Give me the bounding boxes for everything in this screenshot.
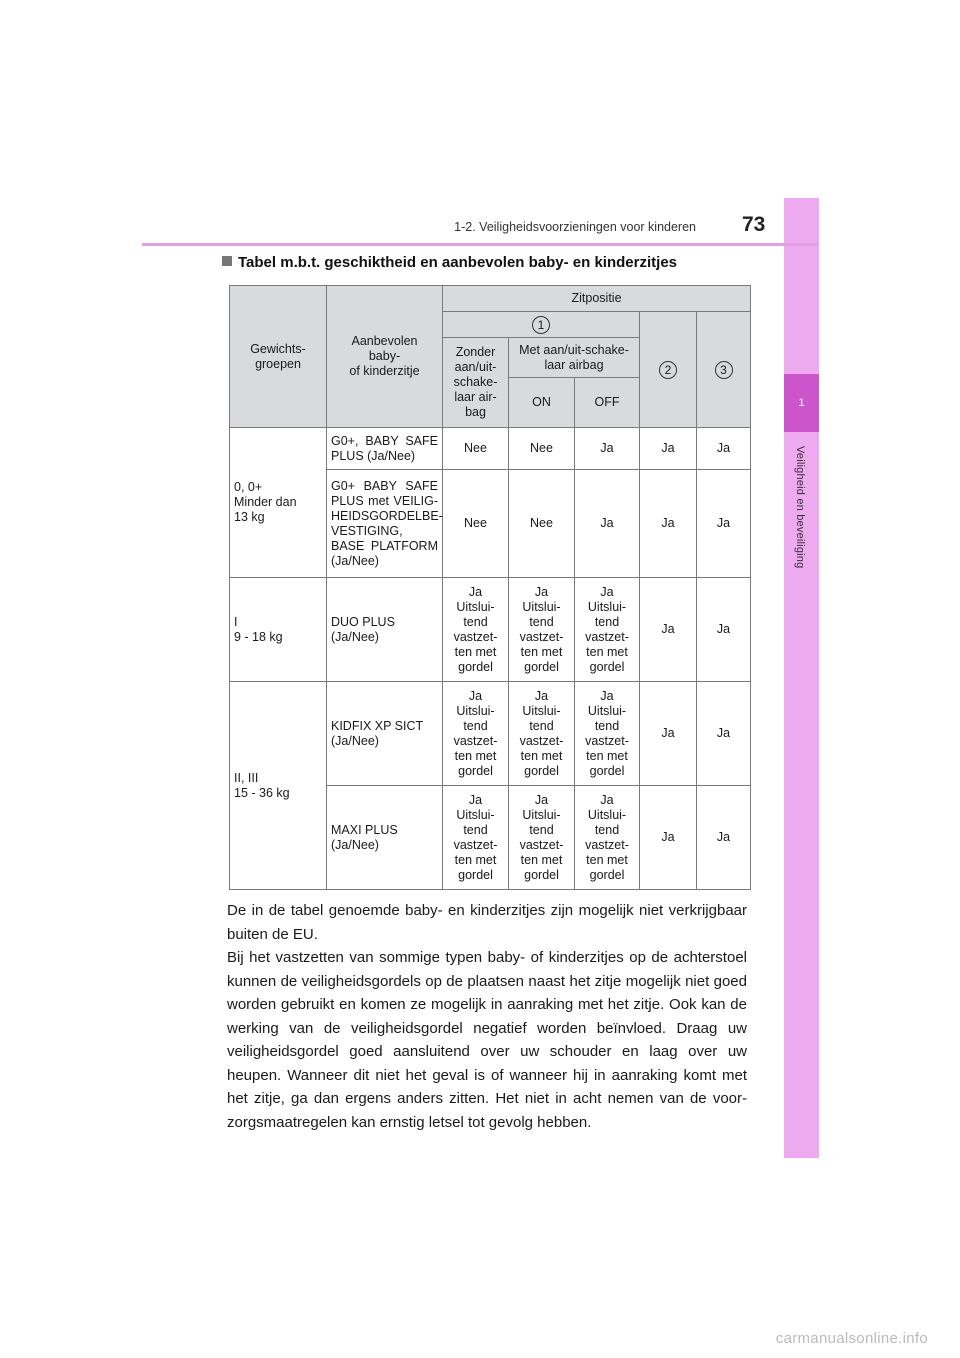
seat-name-cell: KIDFIX XP SICT (Ja/Nee) — [327, 682, 443, 786]
value-cell: Nee — [443, 470, 509, 578]
value-cell: Ja Uitslui- tend vastzet- ten met gordel — [443, 682, 509, 786]
chapter-number: 1 — [784, 374, 819, 432]
weight-group-cell: 0, 0+ Minder dan 13 kg — [230, 428, 327, 578]
value-cell: Ja — [697, 470, 751, 578]
header-position-3 — [697, 312, 751, 428]
circled-number-1-icon: 1 — [532, 316, 550, 334]
seat-name-cell: DUO PLUS (Ja/Nee) — [327, 578, 443, 682]
header-position-1 — [443, 312, 640, 338]
header-with-airbag-switch: Met aan/uit-schake- laar airbag — [509, 338, 640, 378]
value-cell: Ja Uitslui- tend vastzet- ten met gordel — [443, 578, 509, 682]
seat-name-cell: G0+ BABY SAFE PLUS met VEILIG-HEIDSGORDELBE-VESTIGING, BASE PLATFORM (Ja/Nee) — [327, 470, 443, 578]
header-seating-position: Zitpositie — [443, 286, 751, 312]
weight-group-cell: II, III 15 - 36 kg — [230, 682, 327, 890]
value-cell: Ja — [640, 786, 697, 890]
chapter-title: Veiligheid en beveiliging — [794, 446, 806, 569]
value-cell: Nee — [509, 428, 575, 470]
table-row — [230, 428, 751, 470]
value-cell: Ja — [697, 578, 751, 682]
value-cell: Ja Uitslui- tend vastzet- ten met gordel — [443, 786, 509, 890]
value-cell: Nee — [443, 428, 509, 470]
value-cell: Ja — [640, 428, 697, 470]
section-heading-text: Tabel m.b.t. geschiktheid en aanbevolen baby- en kinderzitjes — [238, 254, 677, 271]
seat-name-cell: MAXI PLUS (Ja/Nee) — [327, 786, 443, 890]
value-cell: Ja — [640, 470, 697, 578]
running-header: 1-2. Veiligheidsvoorzieningen voor kinderen — [454, 220, 696, 234]
child-seat-suitability-table — [229, 285, 751, 890]
square-bullet-icon — [222, 256, 232, 266]
header-recommended-seat: Aanbevolen baby- of kinderzitje — [327, 286, 443, 428]
value-cell: Ja Uitslui- tend vastzet- ten met gordel — [509, 578, 575, 682]
section-heading — [222, 254, 677, 271]
value-cell: Ja — [575, 428, 640, 470]
watermark: carmanualsonline.info — [775, 1330, 928, 1347]
value-cell: Ja — [640, 682, 697, 786]
header-rule — [142, 243, 819, 246]
value-cell: Ja — [640, 578, 697, 682]
weight-group-cell: I 9 - 18 kg — [230, 578, 327, 682]
value-cell: Ja Uitslui- tend vastzet- ten met gordel — [509, 682, 575, 786]
value-cell: Ja — [697, 786, 751, 890]
value-cell: Ja — [575, 470, 640, 578]
value-cell: Ja Uitslui- tend vastzet- ten met gordel — [575, 786, 640, 890]
value-cell: Ja — [697, 682, 751, 786]
value-cell: Ja — [697, 428, 751, 470]
chapter-side-tab — [784, 198, 819, 1158]
value-cell: Ja Uitslui- tend vastzet- ten met gordel — [575, 682, 640, 786]
circled-number-2-icon: 2 — [659, 361, 677, 379]
value-cell: Ja Uitslui- tend vastzet- ten met gordel — [509, 786, 575, 890]
table-row — [230, 578, 751, 682]
header-airbag-on: ON — [509, 378, 575, 428]
seat-name-cell: G0+, BABY SAFE PLUS (Ja/Nee) — [327, 428, 443, 470]
seatbelt-warning-text: Bij het vastzetten van sommige typen baby- of kinderzitjes op de achterstoel kunnen de veiligheidsgordels op de plaatsen naast het zitje mogelijk niet goed worden gebruikt en komen ze mogelijk in aanraking met het zitje. Ook kan de werking van de veiligheidsgordel negatief worden beïnvloed. Draag uw veiligheidsgordel goed aansluitend over uw schouder en laag over uw heupen. Wanneer dit niet het geval is of wanneer hij in aanraking komt met het zitje, ga dan ergens anders zitten. Het niet in acht nemen van de voor-zorgsmaatregelen kan ernstig letsel tot gevolg hebben. — [227, 949, 747, 1131]
table-row — [230, 682, 751, 786]
page-number: 73 — [742, 213, 766, 236]
circled-number-3-icon: 3 — [715, 361, 733, 379]
value-cell: Ja Uitslui- tend vastzet- ten met gordel — [575, 578, 640, 682]
header-airbag-off: OFF — [575, 378, 640, 428]
header-weight-groups: Gewichts- groepen — [230, 286, 327, 428]
value-cell: Nee — [509, 470, 575, 578]
header-position-2 — [640, 312, 697, 428]
header-without-airbag-switch: Zonder aan/uit- schake- laar air- bag — [443, 338, 509, 428]
availability-note: De in de tabel genoemde baby- en kinderzitjes zijn mogelijk niet verkrijgbaar buiten de EU. — [227, 902, 747, 943]
